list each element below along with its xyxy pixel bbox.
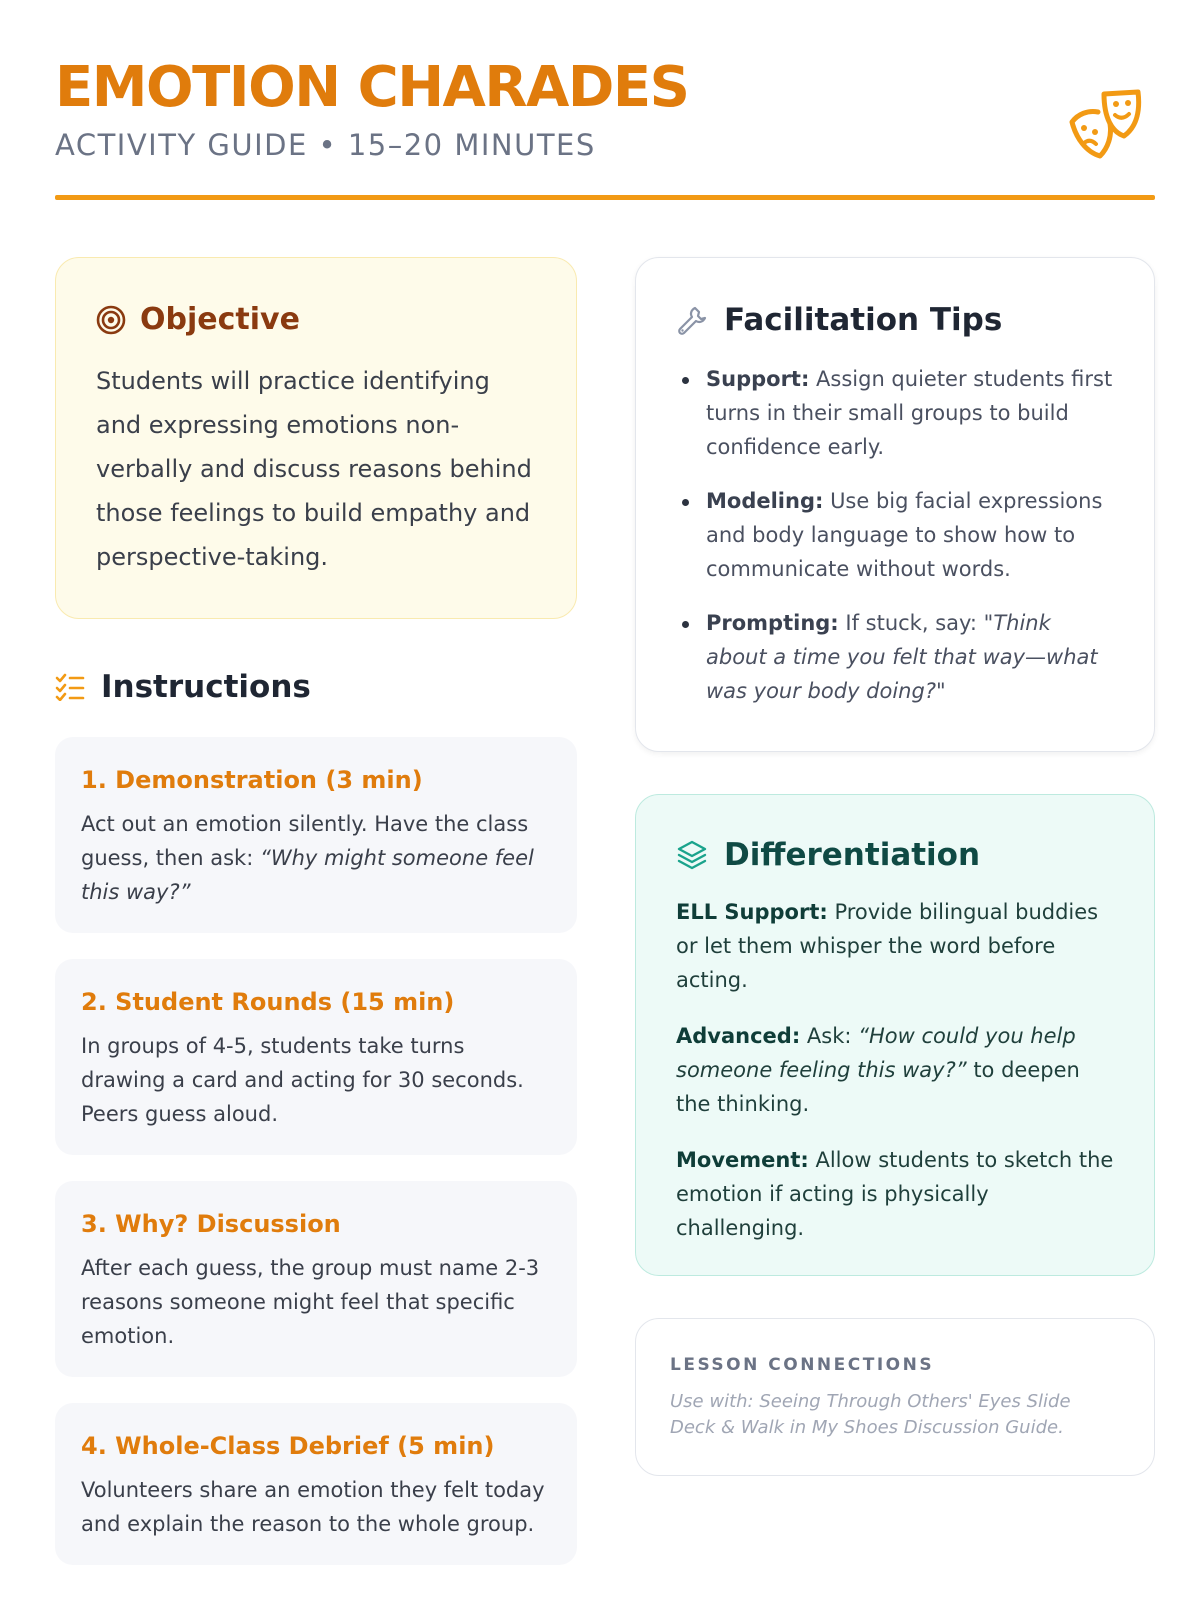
tip-item: Prompting: If stuck, say: "Think about a time you felt that way—what was your body doing?": [676, 606, 1114, 708]
header-divider: [55, 195, 1155, 200]
instructions-header: [55, 667, 577, 707]
step-title: 3. Why? Discussion: [81, 1210, 341, 1238]
objective-text: Students will practice identifying and expressing emotions non-verbally and discuss reasons behind those feelings to build empathy and perspective-taking.: [96, 367, 532, 571]
lesson-connections-card: [635, 1318, 1155, 1476]
checklist-icon: [55, 673, 85, 701]
instructions-title: Instructions: [101, 669, 311, 705]
theater-masks-icon: [1068, 88, 1146, 160]
layers-icon: [676, 839, 708, 871]
tip-item: Modeling: Use big facial expressions and body language to show how to communicate without words.: [676, 484, 1114, 586]
instruction-step: [55, 1181, 577, 1377]
instruction-step: [55, 737, 577, 933]
facilitation-tips-title: Facilitation Tips: [724, 302, 1003, 338]
instruction-step: [55, 959, 577, 1155]
objective-card: [55, 257, 577, 619]
step-text: Volunteers share an emotion they felt today and explain the reason to the whole group.: [81, 1478, 545, 1536]
instruction-step: [55, 1403, 577, 1565]
instruction-steps: [55, 737, 577, 1565]
step-text: In groups of 4-5, students take turns drawing a card and acting for 30 seconds. Peers guess aloud.: [81, 1034, 524, 1126]
step-title: 2. Student Rounds (15 min): [81, 988, 455, 1016]
differentiation-card: [635, 794, 1155, 1276]
facilitation-tips-card: [635, 257, 1155, 752]
target-icon: [96, 305, 126, 335]
step-text: After each guess, the group must name 2-3 reasons someone might feel that specific emotion.: [81, 1256, 540, 1348]
tip-item: Support: Assign quieter students first turns in their small groups to build confidence early.: [676, 362, 1114, 464]
differentiation-item: Movement: Allow students to sketch the emotion if acting is physically challenging.: [676, 1148, 1114, 1240]
step-title: 4. Whole-Class Debrief (5 min): [81, 1432, 495, 1460]
page-subtitle: ACTIVITY GUIDE • 15–20 MINUTES: [55, 128, 596, 162]
differentiation-title: Differentiation: [724, 837, 981, 873]
step-text: Act out an emotion silently. Have the class guess, then ask: “Why might someone feel this way?”: [81, 812, 534, 904]
page-title: EMOTION CHARADES: [55, 55, 689, 120]
tips-list: [676, 362, 1114, 708]
lesson-connections-text: Use with: Seeing Through Others' Eyes Slide Deck & Walk in My Shoes Discussion Guide.: [670, 1391, 1071, 1438]
step-title: 1. Demonstration (3 min): [81, 766, 423, 794]
page-header: [55, 55, 1155, 203]
right-column: [635, 257, 1155, 1476]
lesson-connections-title: LESSON CONNECTIONS: [670, 1355, 935, 1375]
wrench-icon: [676, 304, 708, 336]
differentiation-item: Advanced: Ask: “How could you help someone feeling this way?” to deepen the thinking.: [676, 1024, 1080, 1116]
differentiation-item: ELL Support: Provide bilingual buddies or let them whisper the word before acting.: [676, 900, 1099, 992]
objective-title: Objective: [140, 302, 300, 337]
left-column: [55, 257, 577, 1565]
